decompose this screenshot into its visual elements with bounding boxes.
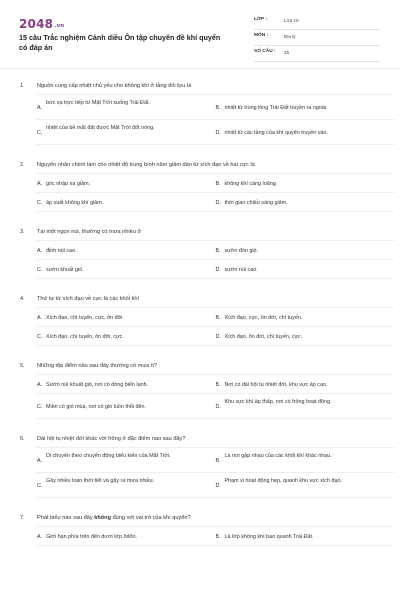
question-3 [0, 224, 400, 291]
question-7 [0, 510, 400, 546]
question-number: 3. [20, 229, 25, 235]
header-divider [0, 68, 400, 69]
question-stem [20, 431, 400, 447]
question-stem [20, 358, 400, 374]
option-letter: A. [37, 381, 43, 388]
option-a[interactable] [37, 308, 216, 326]
option-a[interactable] [37, 241, 216, 259]
option-d[interactable] [216, 193, 395, 211]
question-text-part: đúng với vai trò của khí quyển? [111, 515, 191, 521]
meta-row-subject [254, 30, 380, 46]
option-row [37, 375, 394, 394]
option-letter: C. [37, 266, 43, 273]
option-row [37, 448, 394, 473]
question-1 [0, 78, 400, 157]
question-text [37, 514, 387, 522]
option-d[interactable] [216, 260, 395, 278]
option-letter: B. [215, 247, 221, 254]
question-4 [0, 291, 400, 358]
question-stem [20, 78, 400, 94]
question-number: 7. [20, 515, 25, 521]
option-a[interactable] [37, 448, 216, 472]
option-b[interactable] [216, 95, 395, 119]
option-letter: D. [215, 482, 221, 489]
question-text: Tại một ngọn núi, thường có mưa nhiều ở [37, 229, 142, 235]
option-c[interactable] [37, 193, 216, 211]
option-b[interactable] [216, 448, 395, 472]
option-letter: B. [215, 533, 221, 540]
option-row [37, 327, 394, 346]
question-number: 1. [20, 83, 25, 89]
option-text: sườn đón gió. [224, 247, 259, 254]
option-text: nhiệt từ các tầng của khí quyển truyền vào. [224, 129, 328, 136]
option-d[interactable] [216, 327, 395, 345]
question-5 [0, 358, 400, 431]
option-text: Là lớp không khí bao quanh Trái Đất. [224, 533, 314, 540]
option-letter: A. [37, 180, 43, 187]
option-text: Là nơi gặp nhau của các khối khí khác nhau. [224, 453, 332, 459]
option-row [37, 308, 394, 327]
options [37, 447, 394, 498]
document-title: 15 câu Trắc nghiệm Cánh diều Ôn tập chuyên đề khí quyển có đáp án [19, 33, 221, 52]
option-text: Xích đạo, chí tuyến, cực, ôn đới. [46, 314, 124, 321]
question-stem [20, 510, 400, 526]
question-text-emphasis: không [94, 515, 112, 521]
option-row [37, 193, 394, 212]
option-text: Miền có gió mùa, nơi có gió luồn thổi đến. [46, 403, 147, 410]
option-a[interactable] [37, 527, 216, 545]
option-b[interactable] [216, 375, 395, 393]
option-a[interactable] [37, 375, 216, 393]
option-text: Xích đạo, ôn đới, chí tuyến, cực. [224, 333, 303, 340]
option-row [37, 95, 394, 120]
meta-label: MÔN : [254, 33, 269, 38]
question-stem [20, 157, 400, 173]
options [37, 374, 394, 419]
option-c[interactable] [37, 120, 216, 144]
option-text: đỉnh núi cao. [46, 247, 77, 254]
option-text: bức xạ trực tiếp từ Mặt Trời xuống Trái Đất. [46, 100, 150, 106]
option-letter: D. [215, 333, 221, 340]
option-text: Khu vực khí áp thấp, nơi có frông hoạt động. [224, 399, 332, 405]
question-2 [0, 157, 400, 224]
question-stem [20, 224, 400, 240]
option-d[interactable] [216, 120, 395, 144]
option-letter: D. [215, 199, 221, 206]
option-row [37, 394, 394, 419]
option-letter: C. [37, 199, 43, 206]
option-d[interactable] [216, 473, 395, 497]
option-text: Giới hạn phía trên đến dưới lớp ôdôn. [46, 533, 137, 540]
question-number: 4. [20, 296, 25, 302]
meta-value: 15 [284, 49, 290, 55]
option-text: Xích đạo, chí tuyến, ôn đới, cực. [46, 333, 124, 340]
option-b[interactable] [216, 308, 395, 326]
meta-row-count [254, 46, 380, 62]
option-letter: A. [37, 533, 43, 540]
question-list [0, 78, 400, 546]
option-letter: B. [215, 314, 221, 321]
option-b[interactable] [216, 174, 395, 192]
option-b[interactable] [216, 241, 395, 259]
option-text: Xích đạo, cực, ôn đới, chí tuyến. [224, 314, 303, 321]
option-text: không khí càng loãng. [224, 180, 278, 187]
option-row [37, 260, 394, 279]
option-letter: A. [37, 247, 43, 254]
option-letter: C. [37, 403, 43, 410]
meta-label: LỚP : [254, 17, 268, 22]
question-text: Thứ tự từ xích đạo về cực là các khối khí [37, 296, 140, 302]
question-6 [0, 431, 400, 510]
option-c[interactable] [37, 260, 216, 278]
options [37, 240, 394, 279]
question-text: Dải hội tụ nhiệt đới khác với frông ở đặc điểm nào sau đây? [37, 436, 186, 442]
option-c[interactable] [37, 327, 216, 345]
option-a[interactable] [37, 174, 216, 192]
question-text: Nguồn cung cấp nhiệt chủ yếu cho không khí ở tầng đối lưu là [37, 83, 192, 89]
meta-row-grade [254, 14, 380, 30]
option-text: nhiệt của bề mặt đất được Mặt Trời đốt nóng. [46, 125, 155, 131]
option-letter: B. [215, 180, 221, 187]
option-a[interactable] [37, 95, 216, 119]
meta-box [254, 14, 380, 62]
option-text: Nơi có dải hội tụ nhiệt đới, khu vực áp cao. [224, 381, 328, 388]
meta-value: Địa lý [284, 33, 296, 39]
logo-text: 2048 [19, 17, 54, 31]
logo-suffix: .vn [54, 23, 65, 29]
option-letter: C. [37, 482, 43, 489]
option-letter: B. [215, 104, 221, 111]
option-row [37, 174, 394, 193]
option-text: Di chuyển theo chuyển động biểu kiến của Mặt Trời. [46, 453, 171, 459]
option-letter: D. [215, 266, 221, 273]
option-letter: D. [215, 129, 221, 136]
question-stem [20, 291, 400, 307]
option-text: sườn núi cao. [224, 266, 258, 273]
option-row [37, 120, 394, 145]
option-b[interactable] [216, 527, 395, 545]
option-text: Phạm vi hoạt động hẹp, quanh khu vực xích đạo. [224, 478, 342, 484]
question-number: 2. [20, 162, 25, 168]
option-row [37, 473, 394, 498]
option-text: áp suất không khí giảm. [46, 199, 104, 206]
option-d[interactable] [216, 394, 395, 418]
option-letter: C. [37, 333, 43, 340]
option-row [37, 241, 394, 260]
options [37, 526, 394, 546]
option-text: Sườn núi khuất gió, nơi có dòng biển lạnh. [46, 381, 149, 388]
meta-label: SỐ CÂU : [254, 49, 276, 54]
question-text-part: Phát biểu nào sau đây [37, 515, 95, 521]
option-letter: B. [215, 381, 221, 388]
options [37, 307, 394, 346]
site-logo[interactable] [19, 17, 64, 31]
question-text: Những địa điểm nào sau đây thường có mưa ít? [37, 363, 158, 369]
option-text: nhiệt từ trong lòng Trái Đất truyền ra ngoài. [224, 104, 328, 111]
option-text: thời gian chiếu sáng giảm. [224, 199, 288, 206]
options [37, 94, 394, 145]
question-number: 5. [20, 363, 25, 369]
option-letter: B. [215, 457, 221, 464]
option-text: sườn khuất gió. [46, 266, 84, 273]
option-row [37, 527, 394, 546]
option-letter: A. [37, 314, 43, 321]
options [37, 173, 394, 212]
question-text: Nguyên nhân chính làm cho nhiệt độ trung bình năm giảm dần từ xích đạo về hai cực là [37, 162, 255, 168]
option-c[interactable] [37, 473, 216, 497]
meta-value: Lớp 10 [284, 17, 299, 23]
option-letter: A. [37, 104, 43, 111]
option-letter: D. [215, 403, 221, 410]
question-number: 6. [20, 436, 25, 442]
option-text: Gây nhiều loạn thời tiết và gây ra mưa nhiều. [46, 478, 155, 484]
option-letter: A. [37, 457, 43, 464]
document-header [0, 0, 400, 68]
option-text: góc nhập xạ giảm. [46, 180, 91, 187]
option-c[interactable] [37, 394, 216, 418]
option-letter: C. [37, 129, 43, 136]
